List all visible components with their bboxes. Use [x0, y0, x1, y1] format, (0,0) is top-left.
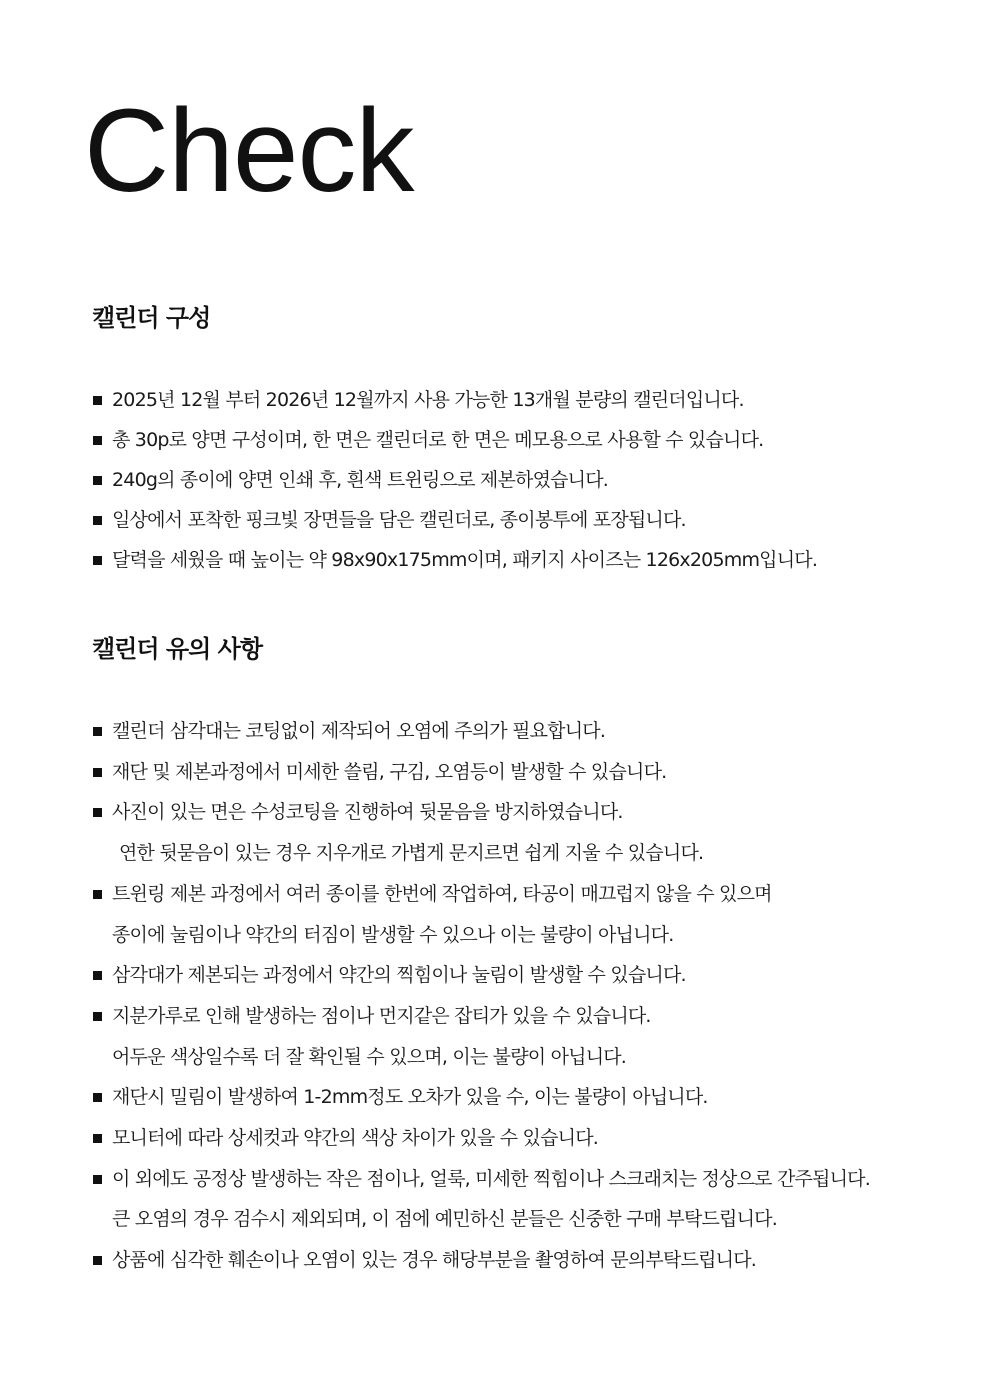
square-bullet-icon	[93, 1134, 102, 1143]
square-bullet-icon	[93, 971, 102, 980]
square-bullet-icon	[93, 1012, 102, 1021]
list-item	[92, 540, 972, 580]
calendar-composition-section	[92, 306, 972, 580]
square-bullet-icon	[93, 808, 102, 817]
square-bullet-icon	[93, 1256, 102, 1265]
list-item	[92, 1077, 972, 1118]
list-item-continuation: 큰 오염의 경우 검수시 제외되며, 이 점에 예민하신 분들은 신중한 구매 부탁드립니다.	[112, 1208, 777, 1231]
list-item	[92, 420, 972, 460]
square-bullet-icon	[93, 768, 102, 777]
list-item-continuation: 종이에 눌림이나 약간의 터짐이 발생할 수 있으나 이는 불량이 아닙니다.	[112, 923, 674, 946]
list-item-text: 달력을 세웠을 때 높이는 약 98x90x175mm이며, 패키지 사이즈는 126x205mm입니다.	[112, 549, 818, 571]
square-bullet-icon	[93, 556, 102, 565]
calendar-notes-section	[92, 637, 972, 1281]
list-item-continuation: 연한 뒷묻음이 있는 경우 지우개로 가볍게 문지르면 쉽게 지울 수 있습니다.	[119, 842, 704, 865]
list-item-text: 상품에 심각한 훼손이나 오염이 있는 경우 해당부분을 촬영하여 문의부탁드립니다.	[112, 1249, 756, 1272]
square-bullet-icon	[93, 890, 102, 899]
list-item	[92, 792, 972, 873]
square-bullet-icon	[93, 516, 102, 525]
list-item-text: 240g의 종이에 양면 인쇄 후, 흰색 트윈링으로 제본하였습니다.	[112, 469, 609, 491]
list-item-text: 모니터에 따라 상세컷과 약간의 색상 차이가 있을 수 있습니다.	[112, 1127, 599, 1150]
list-item-text: 캘린더 삼각대는 코팅없이 제작되어 오염에 주의가 필요합니다.	[112, 720, 606, 742]
list-item	[92, 955, 972, 996]
square-bullet-icon	[93, 1175, 102, 1184]
square-bullet-icon	[93, 396, 102, 405]
list-item	[92, 460, 972, 500]
composition-list	[92, 380, 972, 580]
section-heading-composition: 캘린더 구성	[92, 304, 211, 332]
list-item-text: 재단시 밀림이 발생하여 1-2mm정도 오차가 있을 수, 이는 불량이 아닙니다.	[112, 1086, 708, 1109]
section-heading-notes: 캘린더 유의 사항	[92, 635, 262, 663]
list-item	[92, 1240, 972, 1281]
list-item-text: 2025년 12월 부터 2026년 12월까지 사용 가능한 13개월 분량의 캘린더입니다.	[112, 389, 744, 411]
list-item-text: 사진이 있는 면은 수성코팅을 진행하여 뒷묻음을 방지하였습니다.	[112, 801, 623, 824]
list-item	[92, 711, 972, 752]
list-item-text: 재단 및 제본과정에서 미세한 쓸림, 구김, 오염등이 발생할 수 있습니다.	[112, 760, 667, 783]
list-item-text: 지분가루로 인해 발생하는 점이나 먼지같은 잡티가 있을 수 있습니다.	[112, 1004, 651, 1027]
square-bullet-icon	[93, 436, 102, 445]
square-bullet-icon	[93, 476, 102, 485]
list-item-text: 삼각대가 제본되는 과정에서 약간의 찍힘이나 눌림이 발생할 수 있습니다.	[112, 964, 686, 987]
square-bullet-icon	[93, 1093, 102, 1102]
list-item-text: 이 외에도 공정상 발생하는 작은 점이나, 얼룩, 미세한 찍힘이나 스크래치는 정상으로 간주됩니다.	[112, 1167, 870, 1190]
square-bullet-icon	[93, 727, 102, 736]
list-item	[92, 1159, 972, 1240]
list-item-text: 트윈링 제본 과정에서 여러 종이를 한번에 작업하여, 타공이 매끄럽지 않을 수 있으며	[112, 882, 772, 905]
list-item	[92, 996, 972, 1077]
list-item-text: 일상에서 포착한 핑크빛 장면들을 담은 캘린더로, 종이봉투에 포장됩니다.	[112, 509, 686, 531]
list-item-continuation: 어두운 색상일수록 더 잘 확인될 수 있으며, 이는 불량이 아닙니다.	[112, 1045, 627, 1068]
list-item	[92, 752, 972, 793]
notes-list	[92, 711, 972, 1281]
list-item	[92, 500, 972, 540]
page-title: Check	[84, 85, 414, 217]
list-item	[92, 1118, 972, 1159]
list-item	[92, 380, 972, 420]
list-item-text: 총 30p로 양면 구성이며, 한 면은 캘린더로 한 면은 메모용으로 사용할 수 있습니다.	[112, 429, 764, 451]
list-item	[92, 874, 972, 955]
